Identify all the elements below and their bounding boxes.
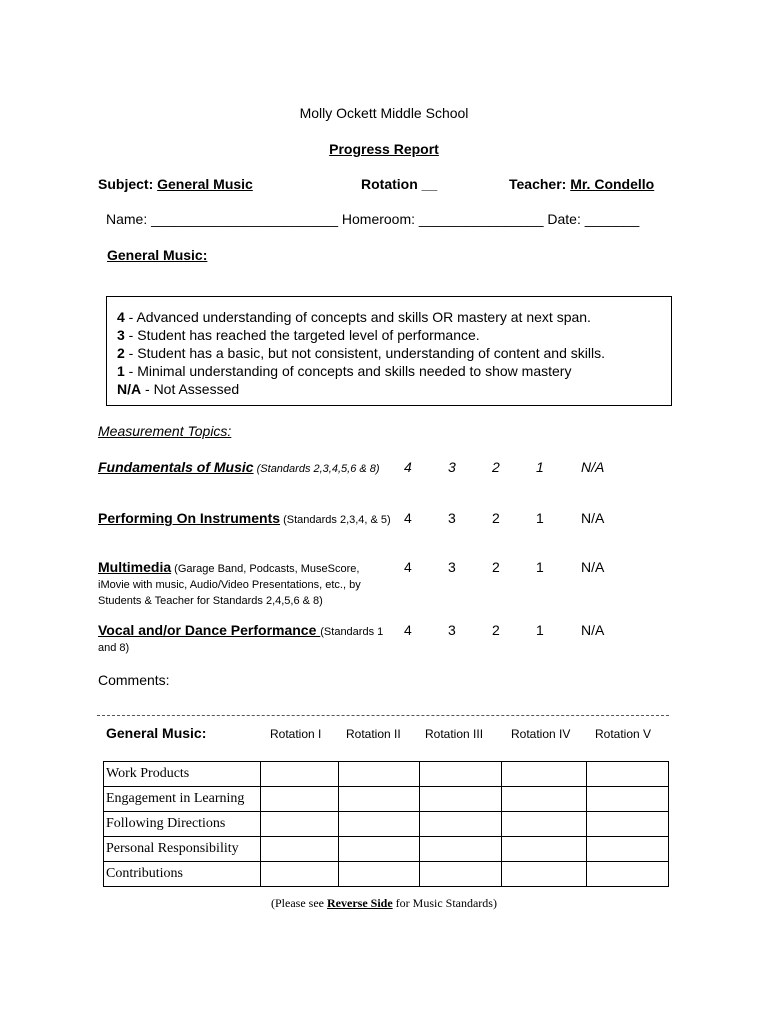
score-1: 1 [536,559,544,575]
score-2: 2 [492,622,500,638]
topic-performing-instruments [98,510,393,528]
legend-key: 1 [117,363,125,379]
grade-cell[interactable] [261,762,339,787]
legend-item [117,362,661,380]
score-2: 2 [492,510,500,526]
score-1: 1 [536,622,544,638]
row-label: Following Directions [104,812,261,837]
topic-detail: (Standards 2,3,4,5,6 & 8) [253,463,380,475]
score-4: 4 [404,559,412,575]
table-row [104,762,669,787]
score-na: N/A [581,622,605,638]
grade-cell[interactable] [339,787,420,812]
score-na: N/A [581,459,605,475]
topic-detail: (Standards 2,3,4, & 5) [280,514,391,526]
topic-detail: (Standards 1 and 8) [98,626,384,654]
comments-label: Comments: [98,672,170,688]
grade-cell[interactable] [587,762,669,787]
rotation-column-1: Rotation I [270,727,322,741]
rotation-table [103,761,669,887]
legend-text: - Minimal understanding of concepts and skills needed to show mastery [124,363,572,379]
legend-key: 3 [117,327,125,343]
legend-key: 2 [117,345,125,361]
legend-text: - Student has a basic, but not consistent, understanding of content and skills. [124,345,605,361]
legend-item [117,380,661,398]
grade-cell[interactable] [587,812,669,837]
grade-cell[interactable] [420,787,502,812]
teacher-label: Teacher: [509,176,567,192]
scoring-legend [106,296,672,406]
subject-value: General Music [157,176,253,192]
topic-fundamentals [98,459,393,477]
grade-cell[interactable] [587,862,669,887]
grade-cell[interactable] [420,837,502,862]
legend-text: - Advanced understanding of concepts and skills OR mastery at next span. [124,309,591,325]
legend-key: 4 [117,309,125,325]
table-row [104,837,669,862]
grade-cell[interactable] [502,812,587,837]
grade-cell[interactable] [339,762,420,787]
grade-cell[interactable] [339,862,420,887]
topic-name: Vocal and/or Dance Performance [98,622,321,638]
rotation-column-4: Rotation IV [511,727,571,741]
legend-text: - Student has reached the targeted level of performance. [124,327,480,343]
legend-key: N/A [117,381,142,397]
score-2: 2 [492,559,500,575]
topic-multimedia [98,559,393,609]
grade-cell[interactable] [587,837,669,862]
row-label: Contributions [104,862,261,887]
grade-cell[interactable] [339,837,420,862]
score-1: 1 [536,510,544,526]
score-4: 4 [404,510,412,526]
rotation-column-5: Rotation V [595,727,652,741]
topic-vocal-dance [98,622,393,656]
grade-cell[interactable] [420,762,502,787]
footer-note [0,896,768,911]
subject-label: Subject: [98,176,154,192]
score-3: 3 [448,559,456,575]
rotation-column-2: Rotation II [346,727,401,741]
measurement-topics-title: Measurement Topics: [98,423,232,439]
row-label: Engagement in Learning [104,787,261,812]
score-na: N/A [581,510,605,526]
grade-cell[interactable] [261,812,339,837]
grade-cell[interactable] [587,787,669,812]
score-4: 4 [404,622,412,638]
table-row [104,862,669,887]
grade-cell[interactable] [502,787,587,812]
grade-cell[interactable] [420,862,502,887]
school-name: Molly Ockett Middle School [299,105,469,121]
topic-detail: (Garage Band, Podcasts, MuseScore, iMovie with music, Audio/Video Presentations, etc., by Students & Teacher for Standards 2,4,5,6 & 8) [98,563,361,607]
legend-item [117,308,661,326]
grade-cell[interactable] [261,862,339,887]
score-1: 1 [536,459,544,475]
grade-cell[interactable] [339,812,420,837]
score-3: 3 [448,622,456,638]
grade-cell[interactable] [502,762,587,787]
score-3: 3 [448,510,456,526]
footer-text: for Music Standards) [392,896,497,910]
dashed-divider [97,715,669,716]
name-homeroom-date-line: Name: ________________________ Homeroom: ________________ Date: _______ [106,211,640,227]
legend-item [117,326,661,344]
page-title: Progress Report [329,141,439,157]
footer-text: (Please see [271,896,327,910]
grade-cell[interactable] [261,837,339,862]
subject-field [98,176,253,192]
teacher-value: Mr. Condello [570,176,655,192]
rotation-column-3: Rotation III [425,727,484,741]
reverse-side-link: Reverse Side [327,896,393,910]
grade-cell[interactable] [261,787,339,812]
score-na: N/A [581,559,605,575]
score-4: 4 [404,459,412,475]
topic-name: Fundamentals of Music [98,459,254,475]
topic-name: Performing On Instruments [98,510,281,526]
grade-cell[interactable] [502,837,587,862]
row-label: Work Products [104,762,261,787]
grade-cell[interactable] [420,812,502,837]
grade-cell[interactable] [502,862,587,887]
rotation-field: Rotation __ [361,176,438,192]
topic-name: Multimedia [98,559,172,575]
score-3: 3 [448,459,456,475]
table-row [104,812,669,837]
legend-item [117,344,661,362]
legend-text: - Not Assessed [141,381,240,397]
score-2: 2 [492,459,500,475]
rotation-table-title: General Music: [106,725,207,741]
teacher-field [509,176,654,192]
row-label: Personal Responsibility [104,837,261,862]
table-row [104,787,669,812]
section-title: General Music: [107,247,208,263]
